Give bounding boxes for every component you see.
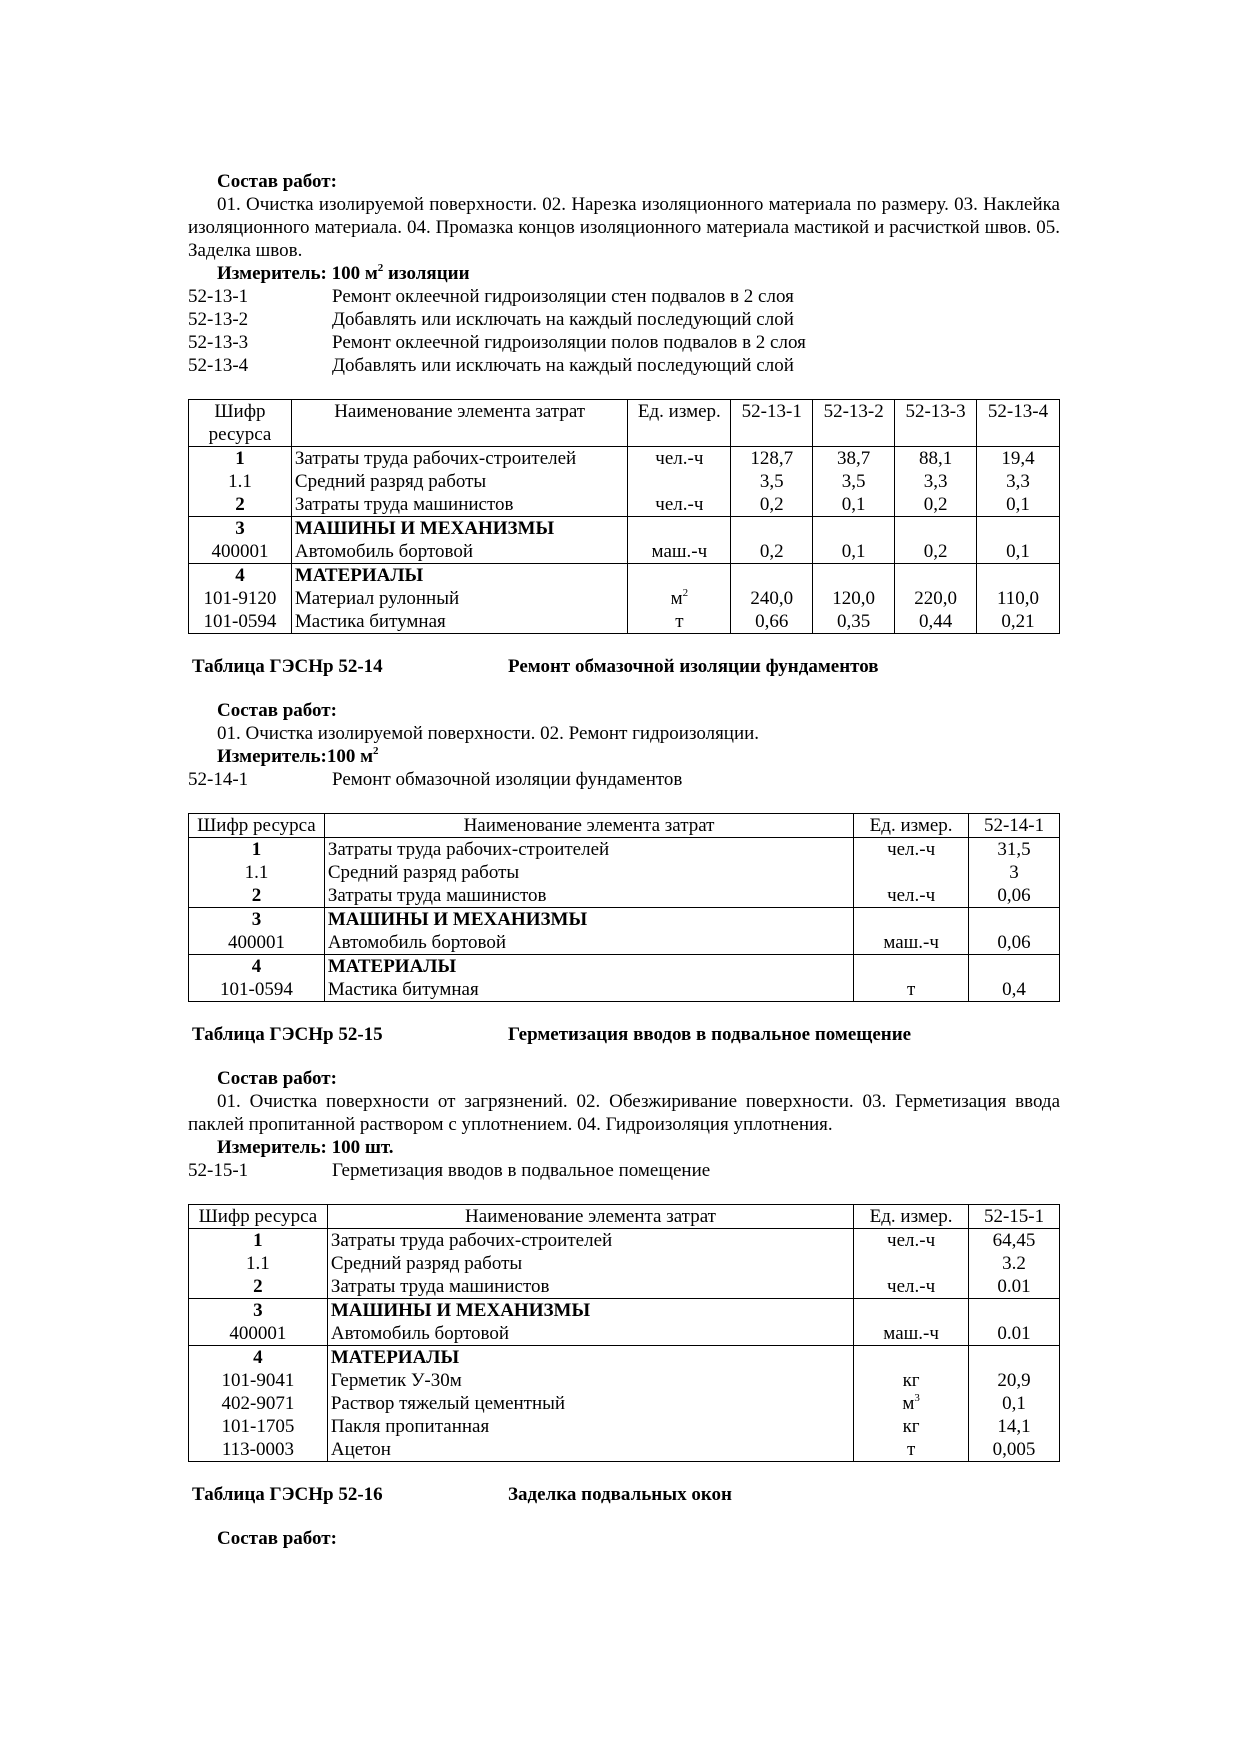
table-row — [189, 1415, 1060, 1438]
value-cell: 0,1 — [813, 493, 895, 517]
resource-code-cell: 402-9071 — [189, 1392, 328, 1415]
value-cell — [731, 517, 813, 541]
value-cell: 120,0 — [813, 587, 895, 610]
unit-cell: чел.-ч — [628, 447, 731, 471]
table-row-group — [189, 1229, 1060, 1299]
code-line: 52-13-3 Ремонт оклеечной гидроизоляции полов подвалов в 2 слоя — [188, 332, 806, 353]
resource-code-cell: 2 — [189, 884, 325, 908]
value-cell: 3,5 — [813, 470, 895, 493]
value-cell: 20,9 — [969, 1369, 1060, 1392]
resource-code-cell: 1 — [189, 447, 292, 471]
table-title-52-16: Таблица ГЭСНр 52-16 Заделка подвальных окон — [192, 1484, 732, 1505]
unit-cell: кг — [854, 1415, 969, 1438]
resource-code-cell: 3 — [189, 517, 292, 541]
unit-cell: т — [628, 610, 731, 634]
table-row — [189, 861, 1060, 884]
resource-name-cell: МАТЕРИАЛЫ — [291, 564, 628, 588]
value-cell: 0,4 — [969, 978, 1060, 1002]
table-header-cell: 52-13-3 — [895, 400, 977, 447]
resource-code-cell: 4 — [189, 564, 292, 588]
unit-cell: $м^3$ — [854, 1392, 969, 1415]
value-cell — [969, 1346, 1060, 1370]
value-cell: 31,5 — [969, 838, 1060, 862]
unit-cell: чел.-ч — [854, 838, 969, 862]
resource-code-cell: 101-9041 — [189, 1369, 328, 1392]
resource-code-cell: 1 — [189, 838, 325, 862]
resource-name-cell: Затраты труда рабочих-строителей — [324, 838, 853, 862]
value-cell: 3,5 — [731, 470, 813, 493]
table-row — [189, 884, 1060, 908]
value-cell — [969, 908, 1060, 932]
resource-code-cell: 2 — [189, 1275, 328, 1299]
resource-name-cell: Автомобиль бортовой — [324, 931, 853, 955]
table-header-cell: 52-13-2 — [813, 400, 895, 447]
unit-cell — [854, 1252, 969, 1275]
value-cell: 220,0 — [895, 587, 977, 610]
value-cell: 0,005 — [969, 1438, 1060, 1462]
resource-name-cell: Раствор тяжелый цементный — [327, 1392, 853, 1415]
table-header-cell: 52-13-4 — [977, 400, 1060, 447]
table-row — [189, 1299, 1060, 1323]
code-line: 52-13-2 Добавлять или исключать на каждый последующий слой — [188, 309, 794, 330]
table-row — [189, 838, 1060, 862]
resource-name-cell: Затраты труда рабочих-строителей — [291, 447, 628, 471]
table-row — [189, 1438, 1060, 1462]
resource-name-cell: Автомобиль бортовой — [291, 540, 628, 564]
table-row — [189, 1369, 1060, 1392]
table-row — [189, 540, 1060, 564]
table-header-cell: 52-15-1 — [969, 1205, 1060, 1229]
table-header-row — [189, 814, 1060, 838]
resource-table-52-15 — [188, 1204, 1060, 1462]
value-cell: 240,0 — [731, 587, 813, 610]
table-header-row — [189, 1205, 1060, 1229]
code-line: 52-13-4 Добавлять или исключать на каждый последующий слой — [188, 355, 794, 376]
value-cell: 0,1 — [969, 1392, 1060, 1415]
table-header-cell: Наименование элемента затрат — [291, 400, 628, 447]
work-heading-52-15: Состав работ: — [217, 1068, 337, 1089]
table-row — [189, 955, 1060, 979]
resource-code-cell: 113-0003 — [189, 1438, 328, 1462]
value-cell: 128,7 — [731, 447, 813, 471]
resource-code-cell: 101-1705 — [189, 1415, 328, 1438]
work-text-52-15: 01. Очистка поверхности от загрязнений. 02. Обезжиривание поверхности. 03. Герметизация ввода паклей пропитанной раствором с уплотнением. 04. Гидроизоляция уплотнения. — [188, 1091, 1060, 1135]
resource-code-cell: 1.1 — [189, 861, 325, 884]
meter-52-15: Измеритель: 100 шт. — [217, 1137, 394, 1158]
resource-name-cell: МАШИНЫ И МЕХАНИЗМЫ — [324, 908, 853, 932]
value-cell: 14,1 — [969, 1415, 1060, 1438]
table-row — [189, 564, 1060, 588]
resource-name-cell: Затраты труда машинистов — [327, 1275, 853, 1299]
resource-name-cell: Материал рулонный — [291, 587, 628, 610]
resource-name-cell: Мастика битумная — [324, 978, 853, 1002]
table-row — [189, 447, 1060, 471]
unit-cell: чел.-ч — [854, 884, 969, 908]
table-header-cell: Шифр ресурса — [189, 814, 325, 838]
resource-code-cell: 4 — [189, 1346, 328, 1370]
unit-cell: чел.-ч — [854, 1275, 969, 1299]
table-row — [189, 1322, 1060, 1346]
table-row-group — [189, 447, 1060, 517]
unit-cell — [628, 517, 731, 541]
resource-code-cell: 3 — [189, 908, 325, 932]
table-row — [189, 1229, 1060, 1253]
resource-name-cell: Ацетон — [327, 1438, 853, 1462]
table-row — [189, 470, 1060, 493]
table-row — [189, 908, 1060, 932]
value-cell — [977, 564, 1060, 588]
meter-52-13: Измеритель: 100 $м^2$ изоляции — [217, 261, 470, 284]
table-header-cell: Ед. измер. — [854, 1205, 969, 1229]
value-cell: 3 — [969, 861, 1060, 884]
table-row — [189, 587, 1060, 610]
work-heading-52-13: Состав работ: — [217, 171, 337, 192]
table-header-cell: Шифр ресурса — [189, 1205, 328, 1229]
resource-code-cell: 1.1 — [189, 1252, 328, 1275]
unit-cell — [854, 908, 969, 932]
table-row-group — [189, 517, 1060, 564]
table-row — [189, 1392, 1060, 1415]
table-header-cell: Ед. измер. — [854, 814, 969, 838]
resource-name-cell: МАТЕРИАЛЫ — [327, 1346, 853, 1370]
value-cell: 0,2 — [731, 540, 813, 564]
value-cell: 0,1 — [977, 493, 1060, 517]
table-row — [189, 493, 1060, 517]
resource-table-52-14 — [188, 813, 1060, 1002]
resource-code-cell: 1.1 — [189, 470, 292, 493]
resource-name-cell: Средний разряд работы — [327, 1252, 853, 1275]
resource-name-cell: Пакля пропитанная — [327, 1415, 853, 1438]
resource-name-cell: МАШИНЫ И МЕХАНИЗМЫ — [291, 517, 628, 541]
table-row — [189, 610, 1060, 634]
resource-name-cell: МАТЕРИАЛЫ — [324, 955, 853, 979]
value-cell: 0,2 — [731, 493, 813, 517]
value-cell: 3.2 — [969, 1252, 1060, 1275]
resource-code-cell: 101-0594 — [189, 978, 325, 1002]
value-cell: 0,1 — [813, 540, 895, 564]
value-cell — [813, 564, 895, 588]
table-row-group — [189, 564, 1060, 634]
table-title-52-15: Таблица ГЭСНр 52-15 Герметизация вводов в подвальное помещение — [192, 1024, 912, 1045]
value-cell — [895, 564, 977, 588]
unit-cell — [628, 564, 731, 588]
table-row — [189, 931, 1060, 955]
table-row-group — [189, 838, 1060, 908]
table-row — [189, 517, 1060, 541]
table-row-group — [189, 908, 1060, 955]
resource-name-cell: Мастика битумная — [291, 610, 628, 634]
value-cell: 0,35 — [813, 610, 895, 634]
value-cell — [731, 564, 813, 588]
work-heading-52-16: Состав работ: — [217, 1528, 337, 1549]
resource-name-cell: МАШИНЫ И МЕХАНИЗМЫ — [327, 1299, 853, 1323]
resource-name-cell: Герметик У-30м — [327, 1369, 853, 1392]
resource-name-cell: Затраты труда рабочих-строителей — [327, 1229, 853, 1253]
table-header-cell: 52-13-1 — [731, 400, 813, 447]
table-header-cell: Наименование элемента затрат — [327, 1205, 853, 1229]
unit-cell — [854, 1299, 969, 1323]
value-cell: 0.01 — [969, 1275, 1060, 1299]
value-cell: 0,44 — [895, 610, 977, 634]
code-list-52-13 — [188, 285, 1060, 377]
table-row-group — [189, 1299, 1060, 1346]
code-line: 52-14-1 Ремонт обмазочной изоляции фундаментов — [188, 769, 683, 790]
resource-code-cell: 400001 — [189, 931, 325, 955]
unit-cell: т — [854, 978, 969, 1002]
unit-cell — [854, 955, 969, 979]
unit-cell: кг — [854, 1369, 969, 1392]
table-row — [189, 1252, 1060, 1275]
table-row-group — [189, 1346, 1060, 1462]
value-cell: 88,1 — [895, 447, 977, 471]
value-cell: 0,1 — [977, 540, 1060, 564]
value-cell: 19,4 — [977, 447, 1060, 471]
table-header-cell: Ед. измер. — [628, 400, 731, 447]
unit-cell: чел.-ч — [628, 493, 731, 517]
value-cell — [969, 955, 1060, 979]
unit-cell — [628, 470, 731, 493]
resource-table-52-13 — [188, 399, 1060, 634]
value-cell: 3,3 — [895, 470, 977, 493]
code-line: 52-15-1 Герметизация вводов в подвальное помещение — [188, 1160, 711, 1181]
resource-name-cell: Автомобиль бортовой — [327, 1322, 853, 1346]
work-heading-52-14: Состав работ: — [217, 700, 337, 721]
table-row — [189, 1275, 1060, 1299]
unit-cell: маш.-ч — [854, 931, 969, 955]
document-page — [188, 170, 1060, 1550]
resource-code-cell: 400001 — [189, 540, 292, 564]
value-cell — [895, 517, 977, 541]
value-cell: 0,2 — [895, 540, 977, 564]
unit-cell: чел.-ч — [854, 1229, 969, 1253]
resource-code-cell: 101-9120 — [189, 587, 292, 610]
value-cell — [813, 517, 895, 541]
unit-cell: маш.-ч — [628, 540, 731, 564]
table-row-group — [189, 955, 1060, 1002]
resource-code-cell: 3 — [189, 1299, 328, 1323]
work-text-52-14: 01. Очистка изолируемой поверхности. 02. Ремонт гидроизоляции. — [217, 723, 760, 744]
unit-cell — [854, 1346, 969, 1370]
resource-name-cell: Затраты труда машинистов — [291, 493, 628, 517]
unit-cell: маш.-ч — [854, 1322, 969, 1346]
resource-code-cell: 1 — [189, 1229, 328, 1253]
value-cell: 64,45 — [969, 1229, 1060, 1253]
value-cell: 3,3 — [977, 470, 1060, 493]
resource-name-cell: Средний разряд работы — [324, 861, 853, 884]
resource-code-cell: 101-0594 — [189, 610, 292, 634]
value-cell: 110,0 — [977, 587, 1060, 610]
table-header-row — [189, 400, 1060, 447]
value-cell — [969, 1299, 1060, 1323]
table-header-cell: Шифр ресурса — [189, 400, 292, 447]
work-text-52-13: 01. Очистка изолируемой поверхности. 02. Нарезка изоляционного материала по размеру. 03. Наклейка изоляционного материала. 04. Промазка концов изоляционного материала мастикой и расчисткой швов. 05. Заделка швов. — [188, 194, 1060, 261]
value-cell: 0,21 — [977, 610, 1060, 634]
unit-cell — [854, 861, 969, 884]
resource-code-cell: 400001 — [189, 1322, 328, 1346]
table-row — [189, 1346, 1060, 1370]
value-cell: 0,2 — [895, 493, 977, 517]
value-cell: 38,7 — [813, 447, 895, 471]
table-header-cell: Наименование элемента затрат — [324, 814, 853, 838]
unit-cell: $м^2$ — [628, 587, 731, 610]
code-line: 52-13-1 Ремонт оклеечной гидроизоляции стен подвалов в 2 слоя — [188, 286, 794, 307]
resource-name-cell: Затраты труда машинистов — [324, 884, 853, 908]
value-cell: 0.01 — [969, 1322, 1060, 1346]
value-cell: 0,06 — [969, 931, 1060, 955]
unit-cell: т — [854, 1438, 969, 1462]
resource-code-cell: 2 — [189, 493, 292, 517]
resource-code-cell: 4 — [189, 955, 325, 979]
table-header-cell: 52-14-1 — [969, 814, 1060, 838]
value-cell — [977, 517, 1060, 541]
value-cell: 0,06 — [969, 884, 1060, 908]
table-title-52-14: Таблица ГЭСНр 52-14 Ремонт обмазочной изоляции фундаментов — [192, 656, 879, 677]
meter-52-14: Измеритель:100 $м^2$ — [217, 744, 379, 767]
table-row — [189, 978, 1060, 1002]
resource-name-cell: Средний разряд работы — [291, 470, 628, 493]
value-cell: 0,66 — [731, 610, 813, 634]
